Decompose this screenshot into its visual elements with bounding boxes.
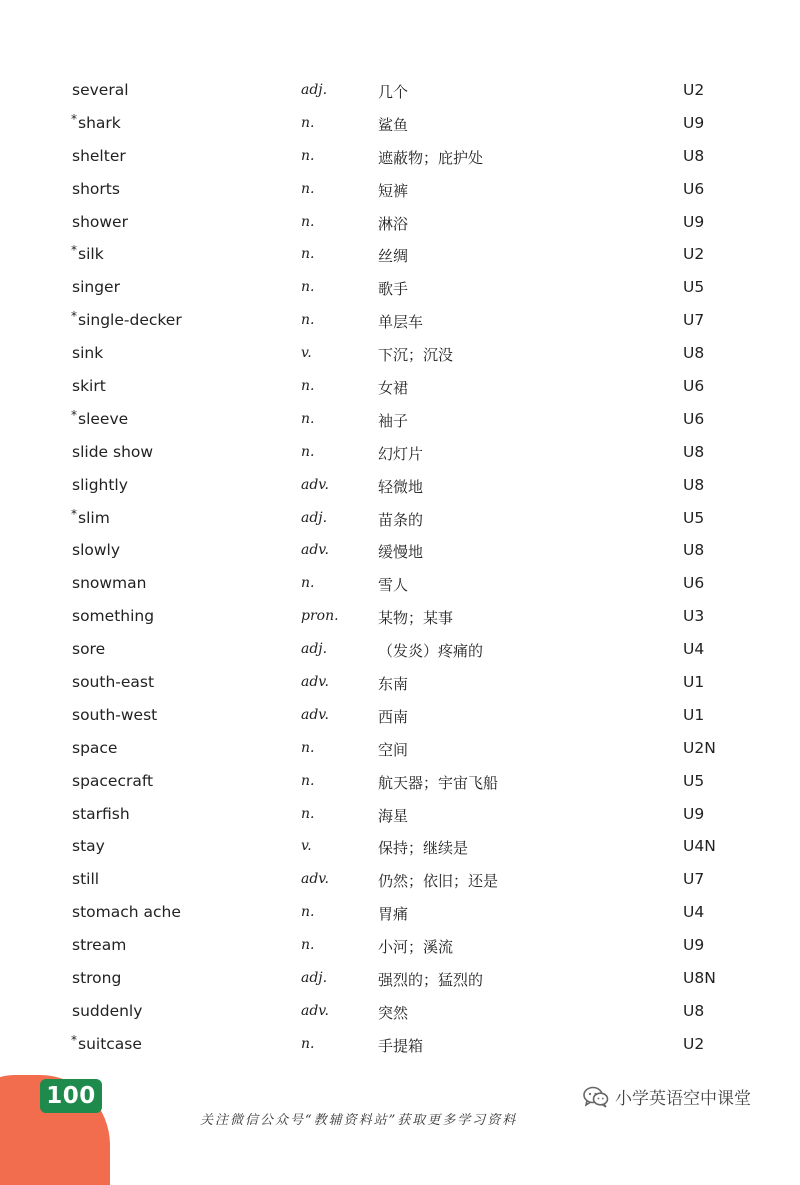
vocab-meaning: 几个 [378, 83, 409, 101]
vocab-row [0, 930, 800, 963]
vocab-part-of-speech: adj. [301, 509, 328, 526]
vocab-part-of-speech: adj. [301, 82, 328, 98]
vocab-row [0, 864, 800, 897]
vocab-unit: U5 [683, 771, 705, 790]
vocab-word [71, 407, 129, 428]
vocab-row [0, 174, 800, 207]
vocab-row [0, 437, 800, 470]
vocab-word [72, 476, 128, 494]
vocab-meaning: 淋浴 [378, 214, 409, 233]
vocab-word-text: still [72, 870, 100, 889]
vocab-word [71, 1032, 142, 1053]
vocab-row [0, 897, 800, 930]
vocab-unit: U8 [683, 475, 705, 494]
vocab-unit: U8N [683, 969, 716, 988]
vocab-meaning: 航天器；宇宙飞船 [378, 773, 499, 792]
vocab-row [0, 568, 800, 601]
vocab-row [0, 667, 800, 700]
vocabulary-list [0, 75, 800, 1062]
vocab-meaning: 雪人 [378, 576, 409, 595]
footer-note: 关注微信公众号“教辅资料站”获取更多学习资料 [200, 1113, 518, 1128]
vocab-row [0, 996, 800, 1029]
vocab-unit: U8 [683, 1001, 705, 1020]
vocab-meaning: 遮蔽物；庇护处 [378, 148, 484, 167]
vocab-unit: U2N [683, 738, 716, 757]
vocab-row [0, 831, 800, 864]
vocab-word-text: slowly [72, 541, 121, 560]
vocab-part-of-speech: n. [301, 213, 315, 230]
vocab-meaning: 海星 [378, 806, 409, 825]
vocab-word-text: skirt [72, 377, 106, 396]
vocab-part-of-speech: n. [301, 772, 315, 789]
vocab-row [0, 305, 800, 338]
vocab-part-of-speech: n. [301, 443, 315, 460]
vocab-word [72, 311, 182, 329]
vocab-meaning: 袖子 [378, 411, 409, 430]
watermark [583, 1084, 751, 1109]
vocab-row [0, 963, 800, 996]
vocab-unit: U7 [683, 311, 705, 330]
vocab-part-of-speech: n. [301, 312, 315, 329]
vocab-part-of-speech: n. [301, 739, 315, 756]
vocab-unit: U6 [683, 377, 705, 396]
vocab-word-text: suitcase [78, 1034, 142, 1053]
asterisk-mark: * [71, 243, 77, 258]
vocab-word-text: several [72, 81, 129, 99]
vocab-word [71, 111, 121, 132]
vocab-part-of-speech: n. [301, 279, 315, 296]
vocab-word-text: sink [72, 344, 104, 363]
vocab-word [72, 344, 103, 362]
vocab-row [0, 799, 800, 832]
asterisk-mark: * [71, 1032, 77, 1047]
vocab-unit: U5 [683, 278, 705, 297]
vocab-part-of-speech: adv. [301, 1002, 330, 1019]
vocab-meaning: 保持；继续是 [378, 839, 469, 858]
vocab-word-text: single-decker [78, 311, 182, 330]
vocab-row [0, 108, 800, 141]
vocab-unit: U2 [683, 81, 705, 99]
vocab-word-text: space [72, 738, 118, 757]
vocab-word [71, 506, 110, 527]
vocab-word [72, 837, 105, 855]
vocab-word [72, 903, 181, 921]
vocab-part-of-speech: adv. [301, 674, 330, 691]
vocab-part-of-speech: v. [301, 345, 312, 362]
vocab-unit: U8 [683, 146, 705, 165]
vocab-word [72, 574, 146, 592]
vocab-meaning: 胃痛 [378, 905, 409, 924]
vocab-word-text: south-east [72, 673, 155, 692]
vocab-row [0, 634, 800, 667]
page-number: 100 [40, 1079, 102, 1113]
vocab-word [72, 936, 126, 954]
vocab-word [72, 607, 154, 625]
vocab-word-text: shark [78, 113, 121, 132]
vocab-part-of-speech: adv. [301, 542, 330, 559]
vocab-meaning: （发炎）疼痛的 [378, 642, 484, 661]
vocab-word-text: sore [72, 640, 106, 659]
vocab-part-of-speech: adj. [301, 970, 328, 987]
vocab-meaning: 歌手 [378, 280, 409, 299]
asterisk-mark: * [71, 407, 77, 422]
vocab-unit: U6 [683, 574, 705, 593]
vocab-word-text: spacecraft [72, 771, 154, 790]
vocab-unit: U2 [683, 245, 705, 264]
vocab-part-of-speech: n. [301, 805, 315, 822]
vocab-word-text: suddenly [72, 1001, 143, 1020]
watermark-text: 小学英语空中课堂 [615, 1089, 751, 1109]
vocab-row [0, 239, 800, 272]
vocab-unit: U9 [683, 804, 705, 823]
vocab-word [72, 213, 128, 231]
vocab-row [0, 207, 800, 240]
vocab-part-of-speech: n. [301, 937, 315, 954]
vocab-row [0, 733, 800, 766]
vocab-part-of-speech: n. [301, 575, 315, 592]
vocab-row [0, 766, 800, 799]
vocab-meaning: 某物；某事 [378, 609, 454, 628]
vocab-word-text: snowman [72, 574, 147, 593]
vocab-word [72, 870, 99, 888]
vocab-word [72, 443, 153, 461]
vocab-meaning: 下沉；沉没 [378, 346, 454, 365]
vocab-unit: U9 [683, 936, 705, 955]
vocab-word-text: shorts [72, 179, 120, 198]
vocab-part-of-speech: adv. [301, 706, 330, 723]
vocab-meaning: 东南 [378, 675, 409, 694]
vocab-word-text: stream [72, 936, 127, 955]
vocab-word [72, 640, 105, 658]
vocab-word-text: strong [72, 969, 122, 988]
vocab-meaning: 苗条的 [378, 510, 424, 529]
vocab-word [72, 81, 129, 99]
vocab-unit: U9 [683, 212, 705, 231]
vocab-word [72, 673, 154, 691]
asterisk-mark: * [71, 506, 77, 521]
vocab-row [0, 338, 800, 371]
vocab-row [0, 601, 800, 634]
vocab-unit: U8 [683, 541, 705, 560]
vocab-word-text: slim [78, 508, 110, 527]
vocab-meaning: 轻微地 [378, 477, 424, 496]
vocab-meaning: 小河；溪流 [378, 938, 454, 957]
vocab-part-of-speech: adj. [301, 641, 328, 658]
vocab-unit: U4N [683, 837, 716, 856]
vocab-meaning: 仍然；依旧；还是 [378, 872, 499, 891]
vocab-word [72, 147, 126, 165]
vocab-part-of-speech: n. [301, 1035, 315, 1052]
vocab-word-text: shelter [72, 146, 126, 165]
vocab-unit: U4 [683, 903, 705, 922]
vocab-meaning: 单层车 [378, 313, 424, 332]
vocab-part-of-speech: adv. [301, 871, 330, 888]
asterisk-mark: * [71, 111, 77, 126]
vocab-word-text: slightly [72, 475, 128, 494]
vocab-part-of-speech: v. [301, 838, 312, 855]
wechat-icon [583, 1086, 609, 1108]
vocab-part-of-speech: n. [301, 114, 315, 131]
vocab-word-text: silk [78, 245, 104, 264]
vocab-row [0, 141, 800, 174]
vocab-unit: U6 [683, 179, 705, 198]
vocab-meaning: 强烈的；猛烈的 [378, 971, 484, 990]
vocab-word-text: south-west [72, 705, 158, 724]
vocab-meaning: 短裤 [378, 181, 409, 200]
vocab-part-of-speech: n. [301, 246, 315, 263]
vocab-part-of-speech: pron. [301, 608, 339, 625]
vocab-word [72, 245, 104, 263]
vocab-word [72, 377, 106, 395]
vocab-row [0, 404, 800, 437]
vocab-row [0, 272, 800, 305]
vocab-meaning: 西南 [378, 707, 409, 726]
vocab-meaning: 幻灯片 [378, 444, 424, 463]
vocab-row [0, 503, 800, 536]
vocab-unit: U2 [683, 1034, 705, 1053]
vocab-unit: U7 [683, 870, 705, 889]
vocab-word [72, 541, 120, 559]
vocab-meaning: 鲨鱼 [378, 115, 409, 134]
vocab-word-text: something [72, 607, 155, 626]
vocab-unit: U9 [683, 113, 705, 132]
vocab-word [72, 739, 117, 757]
vocab-unit: U4 [683, 640, 705, 659]
vocab-unit: U8 [683, 344, 705, 363]
vocab-word-text: shower [72, 212, 128, 231]
vocab-meaning: 丝绸 [378, 247, 409, 266]
vocab-word-text: slide show [72, 442, 154, 461]
vocab-row [0, 371, 800, 404]
vocab-word-text: sleeve [78, 409, 129, 428]
vocab-word [72, 772, 153, 790]
vocab-meaning: 突然 [378, 1003, 409, 1022]
vocab-row [0, 75, 800, 108]
vocab-row [0, 700, 800, 733]
vocab-part-of-speech: n. [301, 180, 315, 197]
vocab-meaning: 缓慢地 [378, 543, 424, 562]
vocab-unit: U1 [683, 673, 705, 692]
vocab-part-of-speech: adv. [301, 476, 330, 493]
vocab-part-of-speech: n. [301, 410, 315, 427]
vocab-unit: U6 [683, 409, 705, 428]
vocab-meaning: 空间 [378, 740, 409, 759]
vocab-word-text: stomach ache [72, 903, 181, 922]
vocab-word [72, 805, 130, 823]
vocab-word-text: stay [72, 837, 105, 856]
vocab-word [72, 278, 120, 296]
vocab-unit: U8 [683, 442, 705, 461]
vocab-part-of-speech: n. [301, 904, 315, 921]
vocab-meaning: 手提箱 [378, 1036, 424, 1055]
vocab-word-text: singer [72, 278, 120, 297]
vocab-unit: U1 [683, 705, 705, 724]
vocab-word [72, 1002, 142, 1020]
asterisk-mark: * [71, 309, 77, 324]
vocab-row [0, 1029, 800, 1062]
vocab-part-of-speech: n. [301, 147, 315, 164]
vocab-word-text: starfish [72, 804, 130, 823]
vocab-row [0, 535, 800, 568]
vocab-unit: U3 [683, 607, 705, 626]
vocab-meaning: 女裙 [378, 379, 409, 398]
vocab-part-of-speech: n. [301, 378, 315, 395]
vocab-word [72, 706, 157, 724]
vocab-word [72, 180, 120, 198]
vocab-row [0, 470, 800, 503]
vocab-unit: U5 [683, 508, 705, 527]
vocab-word [72, 969, 121, 987]
